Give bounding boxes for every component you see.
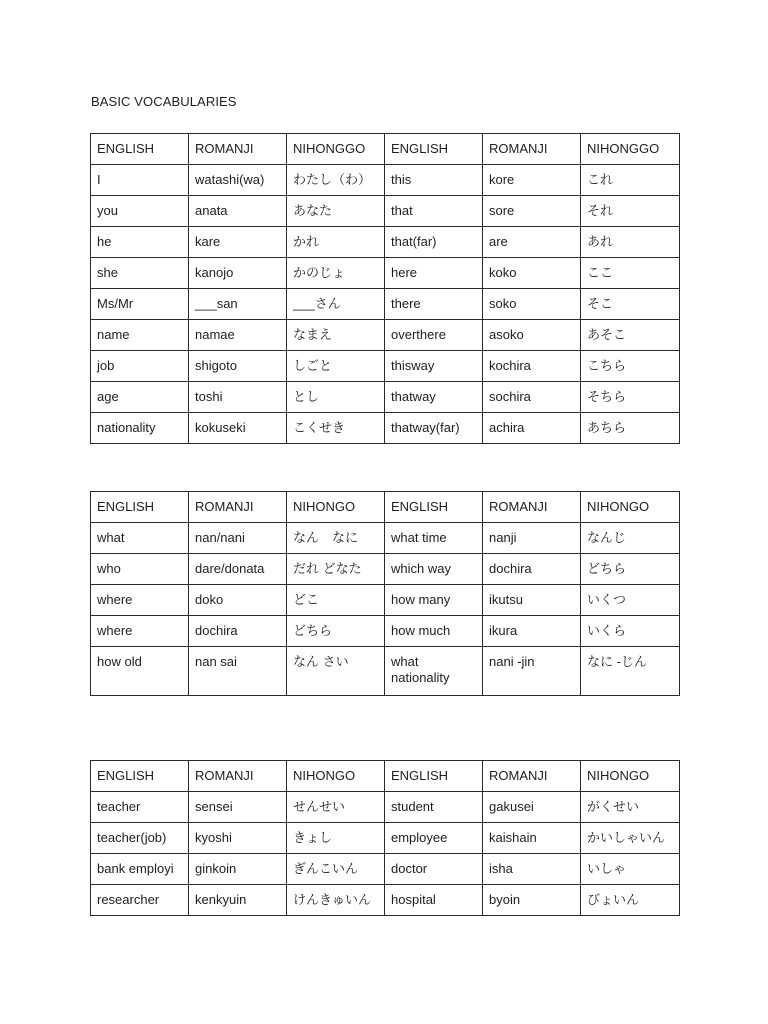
table-row (91, 585, 680, 616)
table-cell: asoko (483, 320, 581, 351)
table-cell: namae (189, 320, 287, 351)
column-header: ROMANJI (483, 761, 581, 792)
table-cell: dochira (483, 554, 581, 585)
table-cell: こくせき (287, 413, 385, 444)
table-cell: student (385, 792, 483, 823)
table-cell: どちら (581, 554, 680, 585)
table-cell: そこ (581, 289, 680, 320)
table-cell: she (91, 258, 189, 289)
table-cell: kenkyuin (189, 885, 287, 916)
table-cell: what (91, 523, 189, 554)
table-row (91, 227, 680, 258)
table-cell: かれ (287, 227, 385, 258)
table-row (91, 854, 680, 885)
table-cell: kokuseki (189, 413, 287, 444)
table-cell: there (385, 289, 483, 320)
table-cell: thatway (385, 382, 483, 413)
table-cell: ここ (581, 258, 680, 289)
table-cell: nan sai (189, 647, 287, 696)
column-header: ROMANJI (483, 134, 581, 165)
table-cell: kochira (483, 351, 581, 382)
column-header: ROMANJI (189, 134, 287, 165)
table-cell: どこ (287, 585, 385, 616)
table-cell: byoin (483, 885, 581, 916)
vocabulary-table-basic (90, 133, 680, 444)
table-cell: researcher (91, 885, 189, 916)
table-cell: sore (483, 196, 581, 227)
table-cell: Ms/Mr (91, 289, 189, 320)
table-cell: いしゃ (581, 854, 680, 885)
table-cell: overthere (385, 320, 483, 351)
table-cell: teacher(job) (91, 823, 189, 854)
table-cell: achira (483, 413, 581, 444)
table-cell: dare/donata (189, 554, 287, 585)
table-cell: employee (385, 823, 483, 854)
table-cell: kore (483, 165, 581, 196)
table-cell: where (91, 616, 189, 647)
table-cell: なん なに (287, 523, 385, 554)
table-row (91, 258, 680, 289)
table-cell: gakusei (483, 792, 581, 823)
column-header: NIHONGO (287, 761, 385, 792)
table-cell: isha (483, 854, 581, 885)
table-cell: teacher (91, 792, 189, 823)
column-header: ENGLISH (91, 761, 189, 792)
table-cell: なに -じん (581, 647, 680, 696)
column-header: ENGLISH (91, 134, 189, 165)
table-cell: nan/nani (189, 523, 287, 554)
table-row (91, 382, 680, 413)
table-cell: nationality (91, 413, 189, 444)
table-row (91, 616, 680, 647)
table-cell: とし (287, 382, 385, 413)
table-cell: いくら (581, 616, 680, 647)
table-cell: それ (581, 196, 680, 227)
table-cell: how old (91, 647, 189, 696)
table-cell: いくつ (581, 585, 680, 616)
vocabulary-table-questions (90, 491, 680, 696)
table-cell: せんせい (287, 792, 385, 823)
table-cell: watashi(wa) (189, 165, 287, 196)
table-cell: toshi (189, 382, 287, 413)
table-cell: しごと (287, 351, 385, 382)
table-cell: なんじ (581, 523, 680, 554)
table-cell: who (91, 554, 189, 585)
table-cell: ぎんこいん (287, 854, 385, 885)
table-row (91, 320, 680, 351)
table-cell: anata (189, 196, 287, 227)
table-cell: he (91, 227, 189, 258)
table-row (91, 792, 680, 823)
table-cell: kaishain (483, 823, 581, 854)
table-cell: here (385, 258, 483, 289)
table-cell: かいしゃいん (581, 823, 680, 854)
table-cell: nanji (483, 523, 581, 554)
table-cell: かのじょ (287, 258, 385, 289)
table-cell: だれ どなた (287, 554, 385, 585)
vocabulary-table-occupations (90, 760, 680, 916)
table-cell: are (483, 227, 581, 258)
table-row (91, 647, 680, 696)
table-cell: kanojo (189, 258, 287, 289)
table-cell: hospital (385, 885, 483, 916)
table-cell: sochira (483, 382, 581, 413)
table-cell: ___さん (287, 289, 385, 320)
table-cell: this (385, 165, 483, 196)
table-row (91, 351, 680, 382)
table-cell: なん さい (287, 647, 385, 696)
table-cell: あそこ (581, 320, 680, 351)
table-cell: what nationality (385, 647, 483, 696)
column-header: ROMANJI (189, 761, 287, 792)
table-cell: なまえ (287, 320, 385, 351)
table-cell: きょし (287, 823, 385, 854)
table-cell: kyoshi (189, 823, 287, 854)
table-cell: ginkoin (189, 854, 287, 885)
table-cell: あちら (581, 413, 680, 444)
table-row (91, 196, 680, 227)
table-cell: がくせい (581, 792, 680, 823)
table-cell: age (91, 382, 189, 413)
column-header: NIHONGGO (581, 134, 680, 165)
table-cell: どちら (287, 616, 385, 647)
header-row (91, 134, 680, 165)
table-cell: ikura (483, 616, 581, 647)
column-header: ROMANJI (483, 492, 581, 523)
table-cell: sensei (189, 792, 287, 823)
table-cell: what time (385, 523, 483, 554)
table-cell: bank employi (91, 854, 189, 885)
header-row (91, 761, 680, 792)
table-row (91, 165, 680, 196)
table-cell: koko (483, 258, 581, 289)
table-cell: that (385, 196, 483, 227)
table-cell: soko (483, 289, 581, 320)
table-cell: nani -jin (483, 647, 581, 696)
table-row (91, 554, 680, 585)
column-header: NIHONGO (581, 492, 680, 523)
table-cell: あれ (581, 227, 680, 258)
document-title: BASIC VOCABULARIES (91, 94, 237, 109)
column-header: NIHONGO (287, 492, 385, 523)
header-row (91, 492, 680, 523)
table-row (91, 523, 680, 554)
column-header: ENGLISH (385, 134, 483, 165)
table-cell: how many (385, 585, 483, 616)
table-cell: where (91, 585, 189, 616)
table-cell: doctor (385, 854, 483, 885)
table-cell: which way (385, 554, 483, 585)
table-cell: kare (189, 227, 287, 258)
table-cell: びょいん (581, 885, 680, 916)
table-cell: ___san (189, 289, 287, 320)
table-cell: you (91, 196, 189, 227)
table-cell: あなた (287, 196, 385, 227)
table-row (91, 289, 680, 320)
column-header: ENGLISH (91, 492, 189, 523)
table-cell: これ (581, 165, 680, 196)
table-cell: that(far) (385, 227, 483, 258)
table-cell: thatway(far) (385, 413, 483, 444)
table-cell: けんきゅいん (287, 885, 385, 916)
table-cell: そちら (581, 382, 680, 413)
table-cell: dochira (189, 616, 287, 647)
column-header: ENGLISH (385, 492, 483, 523)
table-cell: I (91, 165, 189, 196)
table-cell: ikutsu (483, 585, 581, 616)
table-cell: job (91, 351, 189, 382)
table-cell: name (91, 320, 189, 351)
table-cell: わたし（わ） (287, 165, 385, 196)
column-header: NIHONGGO (287, 134, 385, 165)
column-header: ROMANJI (189, 492, 287, 523)
column-header: NIHONGO (581, 761, 680, 792)
table-cell: こちら (581, 351, 680, 382)
table-cell: thisway (385, 351, 483, 382)
table-cell: how much (385, 616, 483, 647)
table-cell: doko (189, 585, 287, 616)
table-row (91, 413, 680, 444)
table-row (91, 885, 680, 916)
table-row (91, 823, 680, 854)
table-cell: shigoto (189, 351, 287, 382)
column-header: ENGLISH (385, 761, 483, 792)
